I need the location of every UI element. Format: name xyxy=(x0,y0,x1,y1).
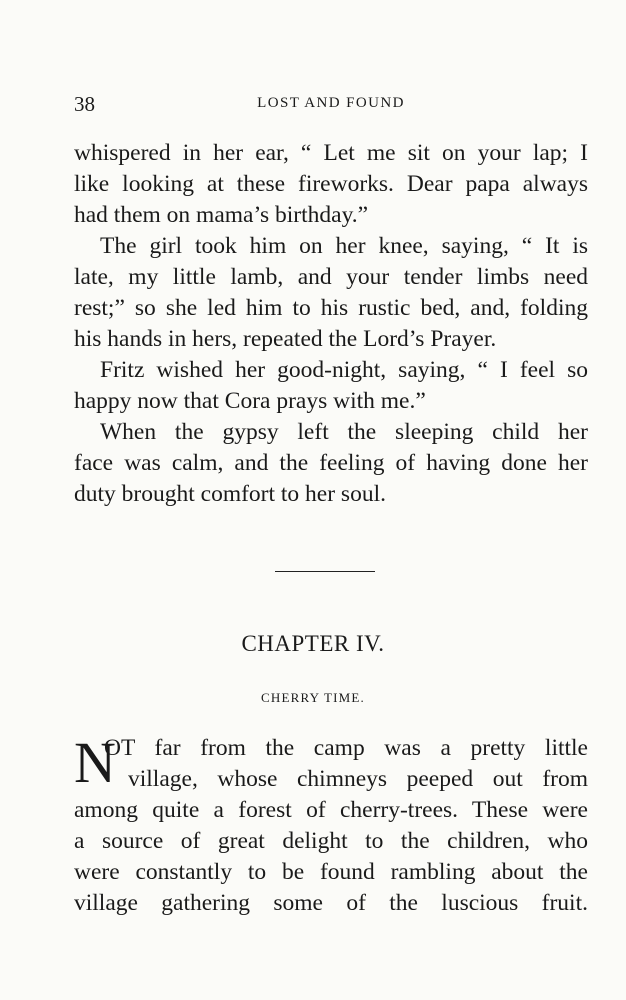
chapter-title: CHAPTER IV. xyxy=(241,631,385,656)
text-line: face was calm, and the feeling of having done her xyxy=(74,450,588,476)
text-line: When the gypsy left the sleeping child her xyxy=(100,419,588,445)
text-line: late, my little lamb, and your tender limbs need xyxy=(74,264,588,290)
paragraph-2 xyxy=(74,231,588,355)
page-header xyxy=(74,92,588,120)
chapter-body xyxy=(74,730,588,919)
body-text xyxy=(74,138,588,510)
text-line: village gathering some of the luscious fruit. xyxy=(74,890,588,916)
paragraph-3 xyxy=(74,355,588,417)
section-divider xyxy=(275,571,375,572)
text-line: duty brought comfort to her soul. xyxy=(74,481,386,507)
text-line: his hands in hers, repeated the Lord’s Prayer. xyxy=(74,326,497,352)
text-line: happy now that Cora prays with me.” xyxy=(74,388,426,414)
text-line: Fritz wished her good-night, saying, “ I feel so xyxy=(100,357,588,383)
drop-cap: N xyxy=(74,730,116,795)
text-line: rest;” so she led him to his rustic bed, and, folding xyxy=(74,295,588,321)
running-title: LOST AND FOUND xyxy=(257,95,405,111)
paragraph-4 xyxy=(74,417,588,510)
paragraph-1 xyxy=(74,138,588,231)
text-line: The girl took him on her knee, saying, “ It is xyxy=(100,233,588,259)
text-line: had them on mama’s birthday.” xyxy=(74,202,369,228)
text-line: OT far from the camp was a pretty little xyxy=(104,735,588,761)
text-line: whispered in her ear, “ Let me sit on your lap; I xyxy=(74,140,588,166)
text-line: a source of great delight to the children, who xyxy=(74,828,588,854)
text-line: among quite a forest of cherry-trees. These were xyxy=(74,797,588,823)
chapter-subtitle: CHERRY TIME. xyxy=(261,690,365,705)
text-line: were constantly to be found rambling about the xyxy=(74,859,588,885)
text-line: village, whose chimneys peeped out from xyxy=(128,766,588,792)
page-number: 38 xyxy=(74,92,95,116)
text-line: like looking at these fireworks. Dear papa always xyxy=(74,171,588,197)
